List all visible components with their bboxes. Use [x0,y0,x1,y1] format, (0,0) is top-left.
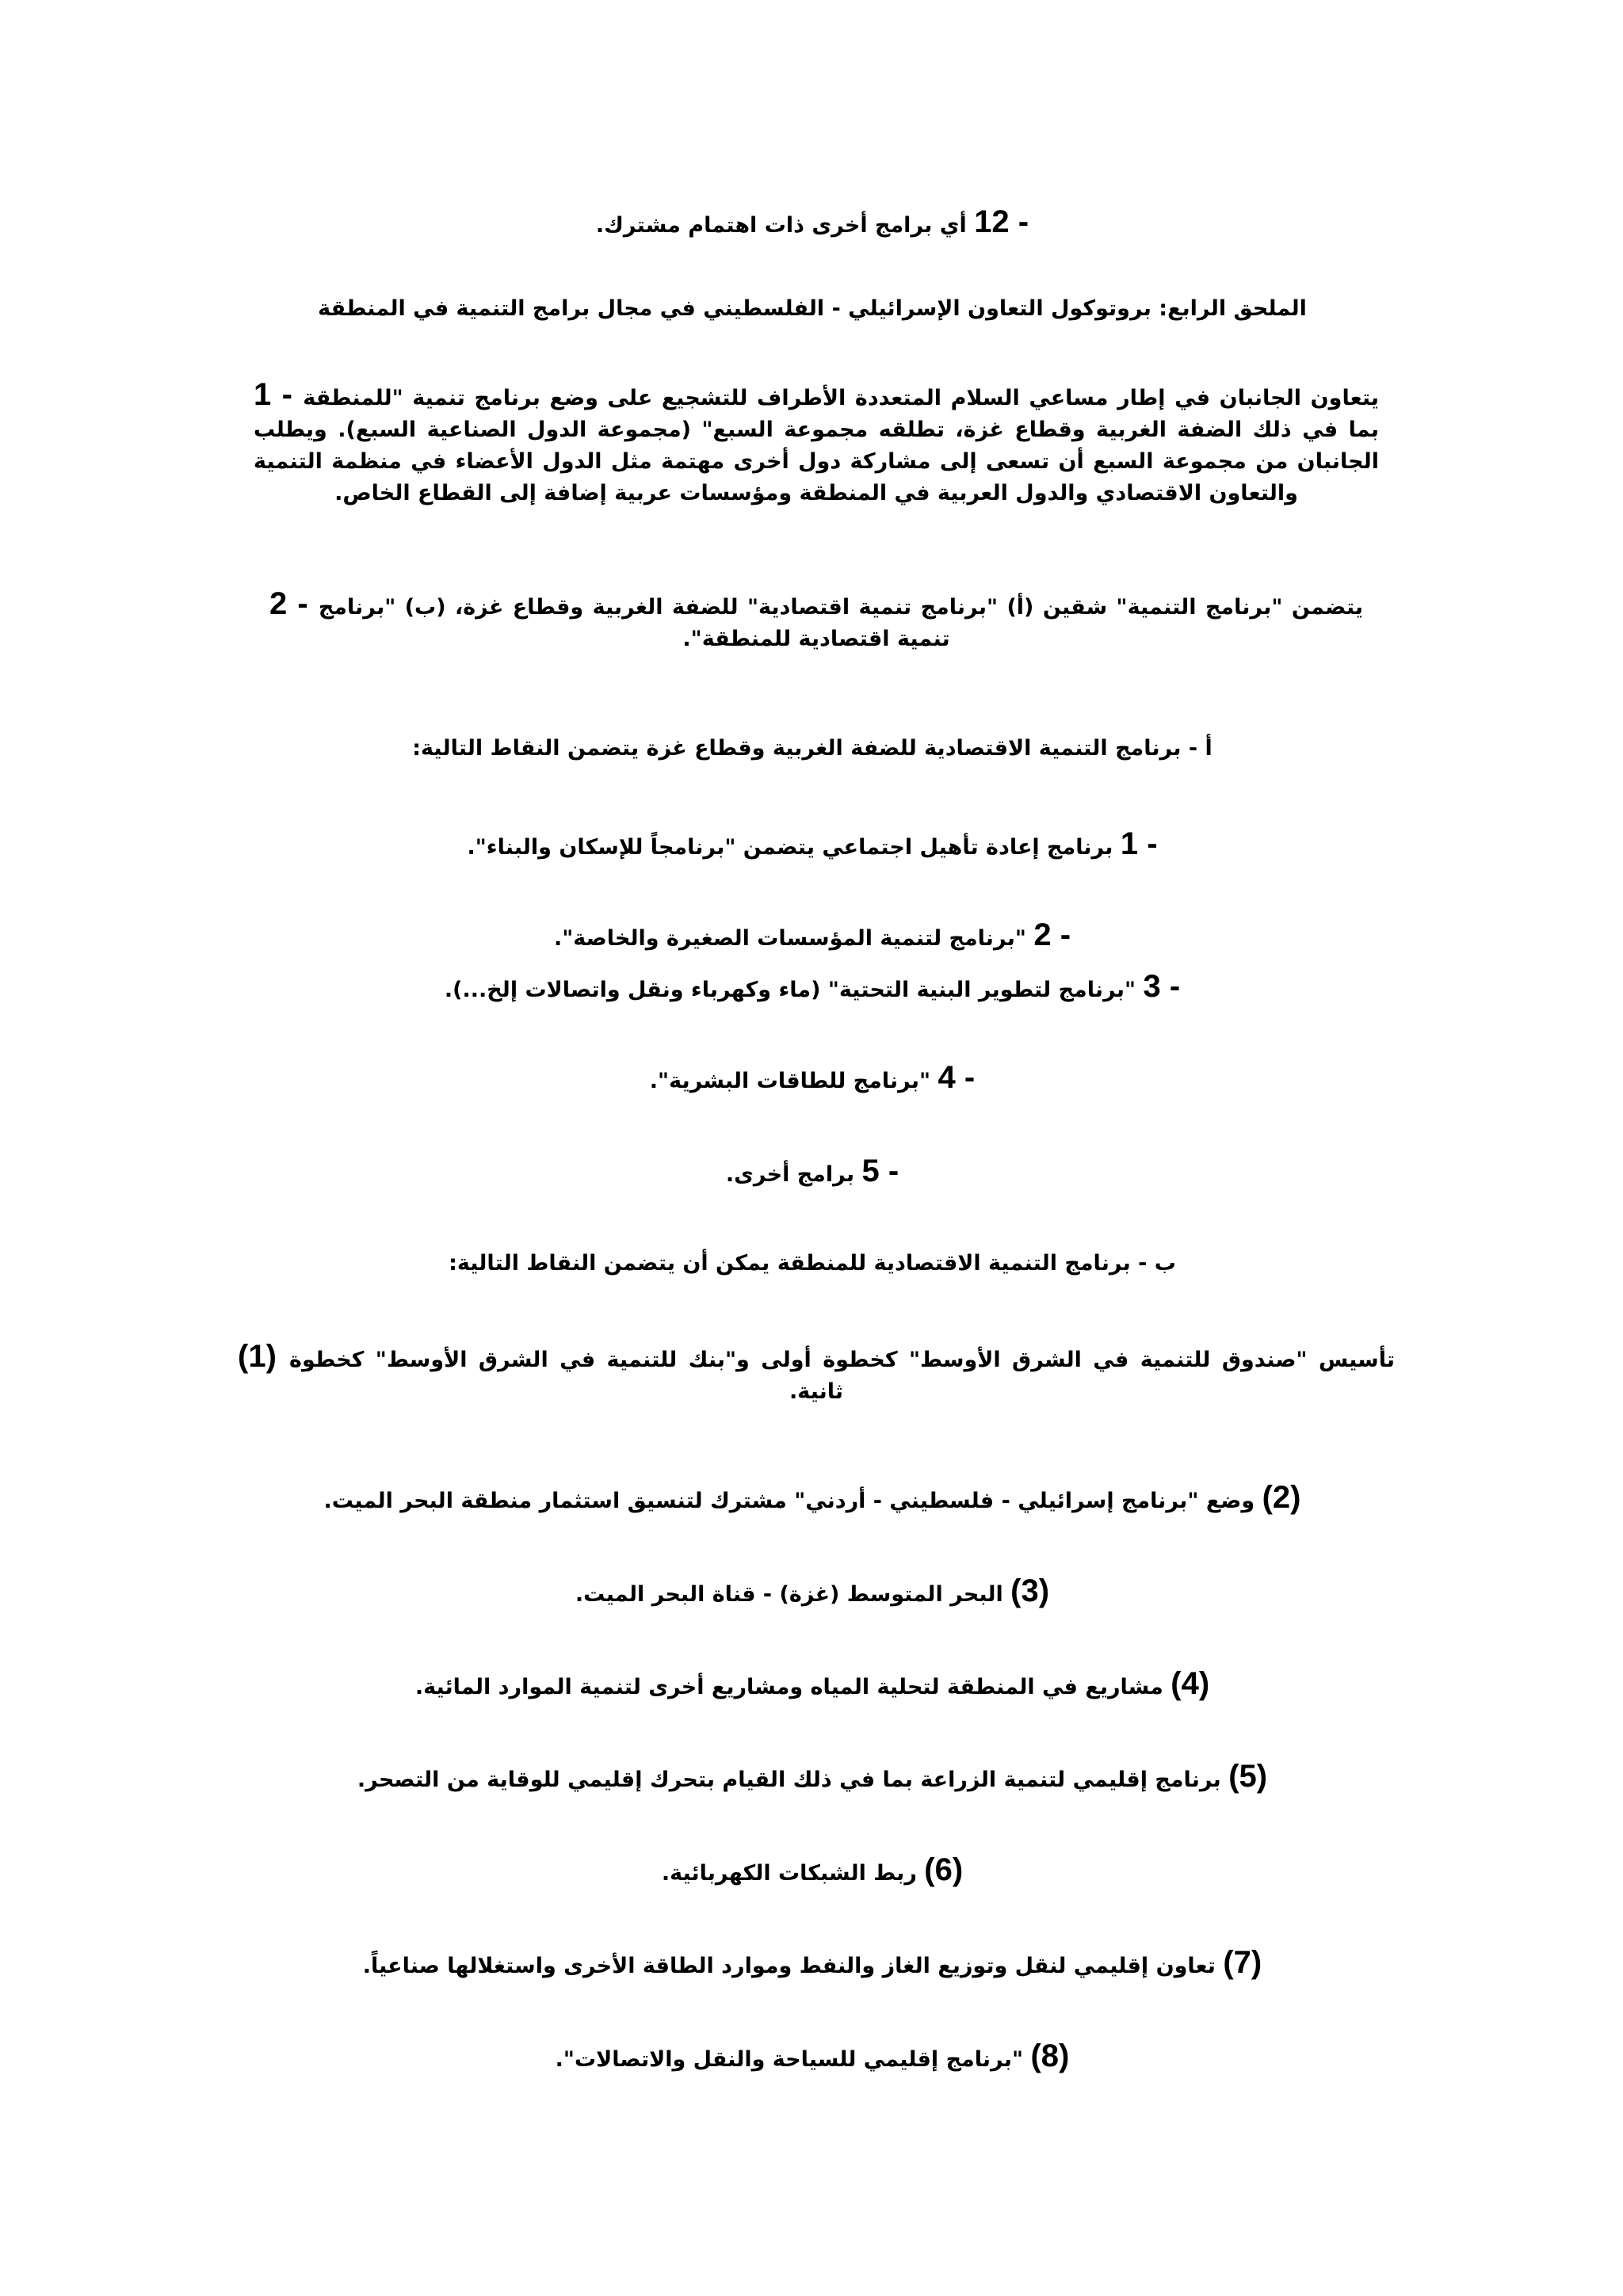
list-item-number: (4) [1170,1666,1210,1701]
list-item-number: 5 - [861,1154,899,1188]
list-item-text: وضع "برنامج إسرائيلي - فلسطيني - أردني" مشترك لتنسيق استثمار منطقة البحر الميت. [323,1489,1255,1513]
list-item-text: "برنامج إقليمي للسياحة والنقل والاتصالات". [555,2047,1024,2072]
list-item [230,1155,1395,1191]
list-item-number: 2 - [1033,917,1071,952]
paragraph-text: يتعاون الجانبان في إطار مساعي السلام المتعددة الأطراف للتشجيع على وضع برنامج تنمية "للمنطقة بما في ذلك الضفة الغربية وقطاع غزة، تطلقه مجموعة السبع" (مجموعة الدول الصناعية السبع). ويطلب الجانبان من مجموعة السبع أن تسعى إلى مشاركة دول أخرى مهتمة مثل الدول الأعضاء في منظمة التنمية والتعاون الاقتصادي والدول العربية في المنطقة ومؤسسات عربية إضافة إلى القطاع الخاص. [254,386,1379,505]
list-item [230,2040,1395,2076]
list-item-number: (2) [1262,1480,1301,1515]
list-item-number: 1 - [1120,826,1158,861]
list-item-number: (5) [1228,1759,1268,1794]
item-text: أي برامج أخرى ذات اهتمام مشترك. [595,213,967,238]
list-item [230,919,1395,955]
list-item [230,1668,1395,1703]
list-item-number: 3 - [1143,969,1181,1004]
list-item-number: (8) [1030,2039,1070,2073]
list-item [238,1341,1395,1408]
annex-title-text: الملحق الرابع: بروتوكول التعاون الإسرائيلي - الفلسطيني في مجال برامج التنمية في المنطقة [318,296,1307,321]
paragraph-number: 1 - [254,377,304,412]
list-item-text: "برنامج لتطوير البنية التحتية" (ماء وكهرباء ونقل واتصالات إلخ...). [444,978,1136,1002]
section-heading-text: أ - برنامج التنمية الاقتصادية للضفة الغربية وقطاع غزة يتضمن النقاط التالية: [412,736,1212,761]
list-item [230,971,1395,1006]
list-item-number: (6) [924,1852,964,1887]
list-item-text: تأسيس "صندوق للتنمية في الشرق الأوسط" كخطوة أولى و"بنك للتنمية في الشرق الأوسط" كخطوة ثانية. [289,1348,1395,1404]
list-item-text: "برنامج للطاقات البشرية". [649,1069,931,1093]
list-item [230,1062,1395,1097]
list-item [230,1854,1395,1890]
list-item-text: البحر المتوسط (غزة) - قناة البحر الميت. [575,1582,1003,1607]
list-item [230,1947,1395,1982]
list-item-number: 4 - [938,1060,976,1095]
item-number: 12 - [974,204,1029,239]
section-heading-text: ب - برنامج التنمية الاقتصادية للمنطقة يمكن أن يتضمن النقاط التالية: [449,1251,1176,1276]
item-12-line [230,206,1395,242]
list-item [230,1575,1395,1611]
list-item [230,1760,1395,1796]
list-item-text: برامج أخرى. [725,1162,855,1187]
list-item-text: برنامج إقليمي لتنمية الزراعة بما في ذلك القيام بتحرك إقليمي للوقاية من التصحر. [357,1768,1221,1792]
section-b-heading [230,1248,1395,1280]
paragraph-2 [269,588,1363,655]
list-item-text: مشاريع في المنطقة لتحلية المياه ومشاريع أخرى لتنمية الموارد المائية. [414,1675,1163,1699]
list-item-text: ربط الشبكات الكهربائية. [661,1861,917,1886]
list-item [230,828,1395,864]
paragraph-number: 2 - [269,586,319,621]
list-item-text: "برنامج لتنمية المؤسسات الصغيرة والخاصة". [553,926,1026,951]
annex-title [230,293,1395,325]
list-item-number: (1) [238,1339,290,1374]
section-a-heading [230,733,1395,765]
list-item-number: (7) [1223,1945,1262,1980]
list-item-text: تعاون إقليمي لنقل وتوزيع الغاز والنفط وموارد الطاقة الأخرى واستغلالها صناعياً. [362,1954,1216,1978]
list-item-number: (3) [1010,1573,1050,1608]
paragraph-1 [254,379,1379,509]
list-item-text: برنامج إعادة تأهيل اجتماعي يتضمن "برنامجاً للإسكان والبناء". [467,835,1113,860]
list-item [230,1482,1395,1517]
paragraph-text: يتضمن "برنامج التنمية" شقين (أ) "برنامج تنمية اقتصادية" للضفة الغربية وقطاع غزة، (ب) "برنامج تنمية اقتصادية للمنطقة". [318,595,1364,651]
